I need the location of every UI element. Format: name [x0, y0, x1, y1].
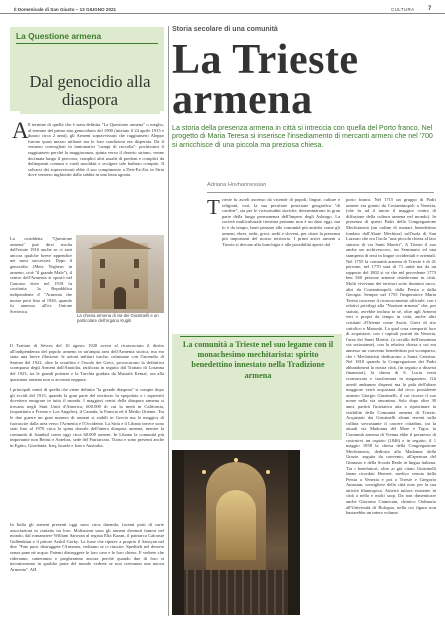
- pull-quote: La comunità a Trieste nel suo legame con il monachesimo mechitarista: spirito benedettino innestato nella Tradizione armena: [182, 340, 334, 380]
- sidebar-paragraph-5: In Italia gli armeni presenti oggi sono circa duemila, facenti parti di varie associazioni in contatto tra loro. Moltissimi sono gli armeni divenuti famosi nel mondo, dal romanziere William Saroyan al regista Elia Kazan, il patriarca Calouste Gulbenkian e il pittore Arshil Gorky. La frase che ripetev a proprio il Saroyan nel dire "Fate pure, distruggete l'Armenia, vediamo se ci riuscite. Spediteli nel deserto senza pane né acqua. Fatemi distruggere le loro case e le loro chiese. E vedrete che rideranno, canteranno e pregheranno ancora perché quando due di loro si incontreranno in qualche parte del mondo vedrete se non creeranno una nuova Armenia". AH: [10, 522, 164, 572]
- interior-pillar: [172, 450, 184, 615]
- sidebar-paragraph-3: Il Trattato di Sèvres del 10 agosto 1920 aveva al riconosciuto il diritto all'indipendenza del popolo armeno in un'ampia area dell'Armenia storica, ma era stata una breve illusione: le azioni militari turche, culminate con l'incendio di Smirne del 1922, oltre la sconfitta e l'esodo dei Greci, provocarono la definitiva scomparsa degli Armeni dall'Anatolia, ratificata in seguito dal Trattato di Losanna del 1923, tra le grandi potenze e la Turchia guidata da Mustafà Kemal, ora alla questione armena non si accennò neppure.: [10, 343, 164, 382]
- article-byline: Adriana Hovhannessian: [207, 182, 267, 188]
- interior-light: [234, 458, 238, 462]
- sidebar-dropcap: A: [12, 118, 29, 143]
- article-column-2: porto franco. Nel 1715 un gruppo di Padri armeni era giunto da Costantinopoli a Venezia, (che fu ad il tutore il maggior centro di diffusione della cultura armena nel mondo). In presenza di questi Padri della Congregazione Mechitarista (un ordine di monaci benedettino fondato dall'Abate Mechitar) sull'isola di San Lazzaro che era l'isola "una piccola chiesa al lato sinistro di via Santi Martiri". A Trieste il suo anche un archivescovo, un Seminario ed una stamperia di testi in lingue occidentali e orientali. Nel 1755 la comunità armena di Trieste è di 41 persone, nel 1770 sarà di 71 unità ma da un rapporto del 1802 si va che nel precedente 1773 ben 560 persone armene risiedevano in città. Molti vivevano dei territori sotto dominio turco, altri da Costantinopoli, dalla Persia e dalla Georgia. Sempre nel 1755 l'imperatrice Maria Teresa concesse il riconoscimento ufficiale, con i relativi privilegi alla "Nazione armena" che, per statuto, avrebbe incluso in sé, oltre agli Armeni veri e propri da tempo in città, anche altri cristiani d'Oriente come Assiri, Greci di rito cattolico e Maroniti. La qual cosa comportò loro di acquistare, con i capitali portati da Venezia, l'area dei Santi Martiri, (a cavallo dell'omonima via sottostante), con la relativa chiesa a cui era annesso un convento benedettino poi scomparso, che i Mechitaristi dedicarono a Santa Caterina. Nel 1810 quando la Congregazione dei Padri abbandonerà la nostra città, (in seguito a dissesti finanziari), la chiesa di S. Lucia verrà sconsacrata e trasformata in magazzino. Gli arredi andranno dispersi ma la pala dell'altare maggiore verrà acquistata dal ricco possidente armeno Giorgio Giustinelli, il cui ricorre il suo nome nella via omonima. Solo dopo oltre 30 anni, partirà l'iniziativa atta a ripristinare la visibilità della Comunità armena di Trieste. Acquistati dai Giustinelli alcuni terreni sulla collina sovrastante il carcere cittadino, tra la attuali via Madonna del Mare e Tigor, la Comunità armena di Vienna ebbe il permesso di costruirvi un ospizio (1846) e in seguito, il 1 maggio 1858 la chiesa della Congregazione Mechitarista, dedicata alla Madonna della Grazie, seguita da convento, all'apertura del Ginnasio e della Scuola Reale in lingua italiana. Tra i benefattori, oltre ai già citato Giustinelli fanno ricordati Herneri, medico venuto dalla Persia a Venezia e poi a Trieste e Gregorio Amasian, consigliere della città noto per la sua attività filantropica. Attività tuttora esistente in città a nella e molti sacp. Da non dimenticare anche Giacomo Ciamician, chimico Ordinario all'Università di Bologna, nella cui figura non bastarebbe un intero volume.: [346, 197, 436, 516]
- publication-name: Il Domenicale di San Giusto – 13 GIUGNO 2021: [14, 7, 117, 12]
- photo-caption: La chiesa armena di via dei Giustinelli e un particolare dell'organo Kuglri: [77, 313, 159, 323]
- interior-altar: [216, 490, 256, 560]
- church-roof: [88, 237, 152, 249]
- sidebar-kicker: La Questione armena: [16, 31, 102, 41]
- article-dropcap: T: [207, 195, 220, 219]
- byline-rule: [207, 192, 434, 193]
- section-name: CULTURA: [391, 7, 415, 12]
- kicker-rule: [16, 43, 158, 44]
- pull-quote-box: [172, 334, 342, 440]
- pull-quote-rule: [180, 336, 334, 337]
- sidebar-article: [10, 27, 164, 615]
- interior-pillar: [288, 450, 300, 615]
- article-column-1: rieste fu ascelt ascenso da vicende di popoli, lingue, culture e religioni, così, la sua peculiare posizione geografica "di confine", sia per le vicissitudini storiche, determinarono in gran parte della lunga permanenza dell'Impero degli Asburgo. La società multiculturale triestina pertanto non è un dato oggi, ma lo è da tempo, basti pensare alle comunità più antiche come gli armeni, ebrei, serbi, greci, serbi e sloveni, per citare la presenza più importanti del nostro territorio. I primi arrivi armeni a Trieste si devono alla franchigia e alle possibilità aperte dal: [222, 197, 340, 247]
- article-title: [172, 37, 359, 123]
- article-kicker: Storia secolare di una comunità: [172, 26, 278, 33]
- sidebar-kicker-box: [10, 27, 164, 73]
- sidebar-paragraph-1: ll termine di quella che è stata definita "La Questione armena" o meglio, al termine del primo atto genocidario del 1900 (iniziato il 24 aprile 1915 e durato circa 2 anni), gli Armeni sopravvissuti che raggiunsero Aleppo furono quasi mezzo milione ma le loro condizioni era disperata. Da lì vennero convogliati in fantomatici "campi di raccolta": pochissimi li raggiunsero perché la maggioranza, spinta verso il deserto siriano, venne decimata lungo il percorso, complici altri assalti di predoni e complici da delinquenti comuni e curdi assoldati e svolgere tale barbaro compito. Il salvarsi dei sopravvissuti ebbe il suo compimento a Deir-Ez-Zor in Siria dove vennero inghiottiti dalla sabbia in una lenta agonia.: [28, 122, 164, 178]
- church-door: [114, 287, 126, 309]
- church-photo: [76, 235, 164, 313]
- interior-light: [202, 470, 206, 474]
- church-window: [134, 259, 139, 268]
- sidebar-paragraph-2: La cosiddetta "Questione armena" può dirsi risolta dall'estate 1916 anche se ci sarà ancora qualche breve appendice nei mesi successivi. Dopo il genocidio (Metz Yeghern in armeno, cioè "il grande Male"), il centro dell'Armenia si spostò nel Caucaso dove nel 1918 fu costituita la Repubblica indipendente d' "Armenia che mosse però fino al 1920, quando fu annessa all'ex Unione Sovietica.: [10, 236, 72, 314]
- sidebar-title: Dal genocidio alla diaspora: [20, 73, 160, 114]
- page-header: [0, 0, 445, 14]
- church-interior-photo: [172, 450, 300, 615]
- article-title-line-2: armena: [172, 77, 313, 123]
- page-number: 7: [428, 6, 432, 12]
- column-divider: [168, 26, 169, 616]
- church-window: [100, 259, 105, 268]
- article-title-line-1: La Trieste: [172, 37, 359, 83]
- church-window: [134, 279, 139, 288]
- interior-light: [266, 470, 270, 474]
- sidebar-paragraph-4: I principali centri di quella che viene definita "la grande diaspora" si compie dopo gli eccidi del 1915, quando la gran parte del territorio fu spopolato e i superstiti dovettero emigrare in tutto il mondo. I maggiori centri della diaspora armena si trovano negli Stati Uniti d'America, 600.000 di cui la metà in California, (soprattutto a Fresno e Los Angeles), il Canada, la Francia ed il Medio Oriente. Tra le due guerre un gran numero di armeni si stabilì in Grecia ma la maggior di fuoruscire dalla area verso l'Armenia e l'Occidente. La Siria e il Libano invece sono stati fino al 1970 circa la spina dorsale dell'intera diaspora armena, mentre la comunità di Istanbul conta oggi circa 60.000 armeni. In Libano la comunità più importante non Beirut e Antelias, sede del Patriarcato, Tiaiso e sono presenti anche in Egitto, Giordania, Iraq, Israele e Iran e Australia.: [10, 387, 164, 448]
- sidebar-paragraph-1b: [10, 160, 164, 236]
- interior-pews: [172, 570, 300, 615]
- church-window: [100, 279, 105, 288]
- article-subtitle: La storia della presenza armena in città si intreccia con quella del Porto franco. Nel progetto di Maria Teresa si inserisce l'insediamento di mercanti armeni che nel '700 si arricchisce di una piccola ma preziosa chiesa.: [172, 124, 433, 149]
